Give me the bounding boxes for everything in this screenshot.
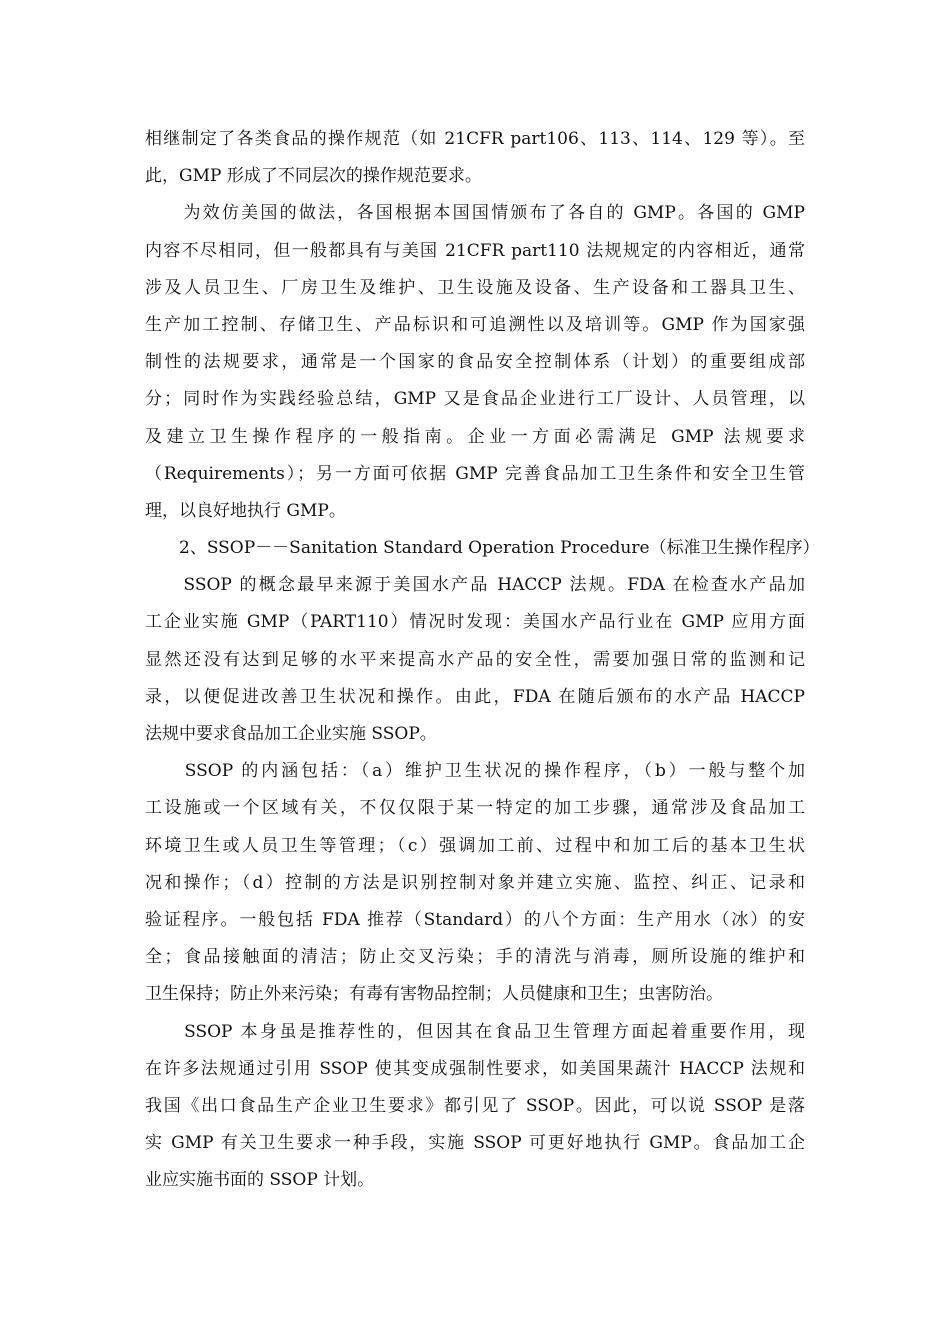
text-line: 录，以便促进改善卫生状况和操作。由此，FDA 在随后颁布的水产品 HACCP bbox=[145, 686, 805, 707]
text-line: 法规中要求食品加工企业实施 SSOP。 bbox=[145, 724, 437, 744]
text-line: 卫生保持；防止外来污染；有毒有害物品控制；人员健康和卫生；虫害防治。 bbox=[145, 984, 723, 1005]
text-line: 工设施或一个区域有关，不仅仅限于某一特定的加工步骤，通常涉及食品加工 bbox=[145, 798, 805, 819]
text-line: 内容不尽相同，但一般都具有与美国 21CFR part110 法规规定的内容相近，通常 bbox=[145, 240, 805, 261]
text-line: 业应实施书面的 SSOP 计划。 bbox=[145, 1170, 375, 1191]
text-line: 相继制定了各类食品的操作规范（如 21CFR part106、113、114、129 等）。至 bbox=[145, 129, 805, 149]
text-line: 分；同时作为实践经验总结，GMP 又是食品企业进行工厂设计、人员管理，以 bbox=[145, 389, 805, 410]
text-line: 况和操作；（d）控制的方法是识别控制对象并建立实施、监控、纠正、记录和 bbox=[145, 872, 805, 893]
text-line: 生产加工控制、存储卫生、产品标识和可追溯性以及培训等。GMP 作为国家强 bbox=[145, 314, 805, 335]
text-line: 验证程序。一般包括 FDA 推荐（Standard）的八个方面：生产用水（冰）的安 bbox=[145, 909, 805, 930]
text-line: 全；食品接触面的清洁；防止交叉污染；手的清洗与消毒，厕所设施的维护和 bbox=[145, 947, 805, 968]
text-line: 理，以良好地执行 GMP。 bbox=[145, 500, 346, 521]
text-line: 显然还没有达到足够的水平来提高水产品的安全性，需要加强日常的监测和记 bbox=[145, 649, 805, 670]
text-line: SSOP 的内涵包括：（a）维护卫生状况的操作程序，（b）一般与整个加 bbox=[145, 761, 805, 782]
text-line: 此，GMP 形成了不同层次的操作规范要求。 bbox=[145, 166, 482, 187]
text-line: （Requirements）；另一方面可依据 GMP 完善食品加工卫生条件和安全卫生管 bbox=[145, 463, 805, 484]
text-line: 制性的法规要求，通常是一个国家的食品安全控制体系（计划）的重要组成部 bbox=[145, 352, 805, 373]
document-body bbox=[145, 121, 820, 1199]
text-line: 我国《出口食品生产企业卫生要求》都引见了 SSOP。因此，可以说 SSOP 是落 bbox=[145, 1095, 805, 1116]
text-line: SSOP 的概念最早来源于美国水产品 HACCP 法规。FDA 在检查水产品加 bbox=[145, 575, 805, 596]
text-line: 涉及人员卫生、厂房卫生及维护、卫生设施及设备、生产设备和工器具卫生、 bbox=[145, 277, 805, 298]
text-line: 实 GMP 有关卫生要求一种手段，实施 SSOP 可更好地执行 GMP。食品加工企 bbox=[145, 1133, 805, 1154]
text-line: SSOP 本身虽是推荐性的，但因其在食品卫生管理方面起着重要作用，现 bbox=[145, 1021, 805, 1042]
text-line: 在许多法规通过引用 SSOP 使其变成强制性要求，如美国果蔬汁 HACCP 法规和 bbox=[145, 1058, 805, 1079]
text-line: 为效仿美国的做法，各国根据本国国情颁布了各自的 GMP。各国的 GMP bbox=[145, 203, 805, 224]
section-heading: 2、SSOP－－Sanitation Standard Operation Procedure（标准卫生操作程序） bbox=[145, 538, 820, 559]
text-line: 及建立卫生操作程序的一般指南。企业一方面必需满足 GMP 法规要求 bbox=[145, 426, 805, 447]
text-line: 工企业实施 GMP（PART110）情况时发现：美国水产品行业在 GMP 应用方面 bbox=[145, 612, 805, 633]
text-line: 环境卫生或人员卫生等管理；（c）强调加工前、过程中和加工后的基本卫生状 bbox=[145, 835, 805, 856]
